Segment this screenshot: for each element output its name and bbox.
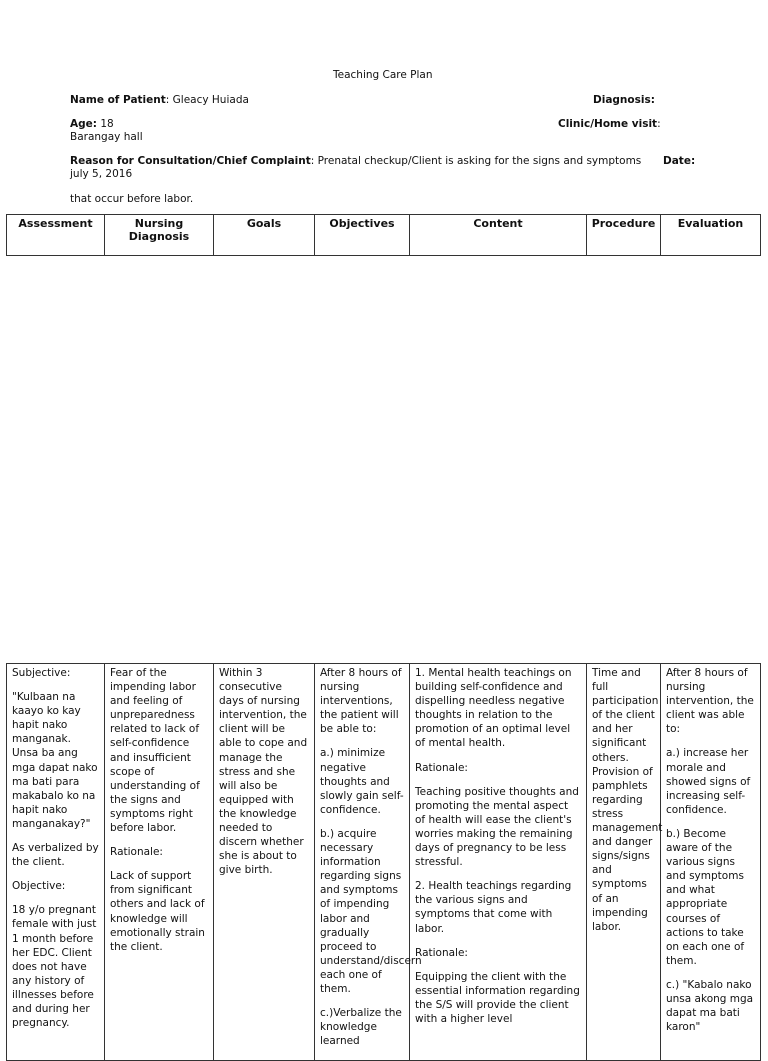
col-goals: Goals [214, 215, 315, 256]
patient-label: Name of Patient [70, 94, 166, 106]
age-value: 18 [100, 118, 114, 130]
clinic-label: Clinic/Home visit [558, 118, 658, 130]
cell-nursing-diagnosis: Fear of the impending labor and feeling of unpreparedness related to lack of self-confidence and insufficient scope of understanding of the signs and symptoms right before labor. Rationale: Lack of support from significant others and lack of knowledge will emotionally strain the client. [105, 664, 214, 1061]
col-assessment: Assessment [7, 215, 105, 256]
diagnosis-label: Diagnosis: [593, 94, 655, 106]
patient-value: : Gleacy Huiada [165, 94, 249, 106]
col-evaluation: Evaluation [661, 215, 761, 256]
col-procedure: Procedure [587, 215, 661, 256]
reason-value: : Prenatal checkup/Client is asking for the signs and symptoms [310, 155, 642, 167]
cell-assessment: Subjective: "Kulbaan na kaayo ko kay hapit nako manganak. Unsa ba ang mga dapat nako ma bati para makabalo ko na hapit nako manganakay?" As verbalized by the client. Objective: 18 y/o pregnant female with just 1 month before her EDC. Client does not have any history of illnesses before and during her pregnancy. [7, 664, 105, 1061]
age-label: Age: [70, 118, 97, 130]
patient-line [70, 94, 249, 107]
clinic-value: : [657, 118, 661, 130]
date-value: july 5, 2016 [70, 168, 133, 180]
cell-goals: Within 3 consecutive days of nursing intervention, the client will be able to cope and manage the stress and she will also be equipped with the knowledge needed to discern whether she is about to give birth. [214, 664, 315, 1061]
col-nursing-diagnosis: Nursing Diagnosis [105, 215, 214, 256]
clinic-line [558, 118, 661, 131]
care-plan-header-table [6, 214, 761, 256]
cell-objectives: After 8 hours of nursing interventions, the patient will be able to: a.) minimize negative thoughts and slowly gain self-confidence. b.) acquire necessary information regarding signs and symptoms of impending labor and gradually proceed to understand/discern each one of them. c.)Verbalize the knowledge learned [315, 664, 410, 1061]
reason-label: Reason for Consultation/Chief Complaint [70, 155, 311, 167]
cell-content: 1. Mental health teachings on building self-confidence and dispelling needless negative thoughts in relation to the promotion of an optimal level of mental health. Rationale: Teaching positive thoughts and promoting the mental aspect of health will ease the client's worries making the remaining days of pregnancy to be less stressful. 2. Health teachings regarding the various signs and symptoms that come with labor. Rationale: Equipping the client with the essential information regarding the S/S will provide the client with a higher level [410, 664, 587, 1061]
reason-continued: that occur before labor. [70, 193, 194, 205]
col-content: Content [410, 215, 587, 256]
clinic-place: Barangay hall [70, 131, 143, 143]
page-title: Teaching Care Plan [333, 69, 433, 81]
cell-procedure: Time and full participation of the client and her significant others. Provision of pamphlets regarding stress management and danger signs/signs and symptoms of an impending labor. [587, 664, 661, 1061]
reason-line [70, 155, 641, 168]
cell-evaluation: After 8 hours of nursing intervention, the client was able to: a.) increase her morale and showed signs of increasing self-confidence. b.) Become aware of the various signs and symptoms and what appropriate courses of actions to take on each one of them. c.) "Kabalo nako unsa akong mga dapat ma bati karon" [661, 664, 761, 1061]
age-line [70, 118, 114, 131]
date-label: Date: [663, 155, 696, 167]
care-plan-body-table [6, 663, 761, 1061]
col-objectives: Objectives [315, 215, 410, 256]
